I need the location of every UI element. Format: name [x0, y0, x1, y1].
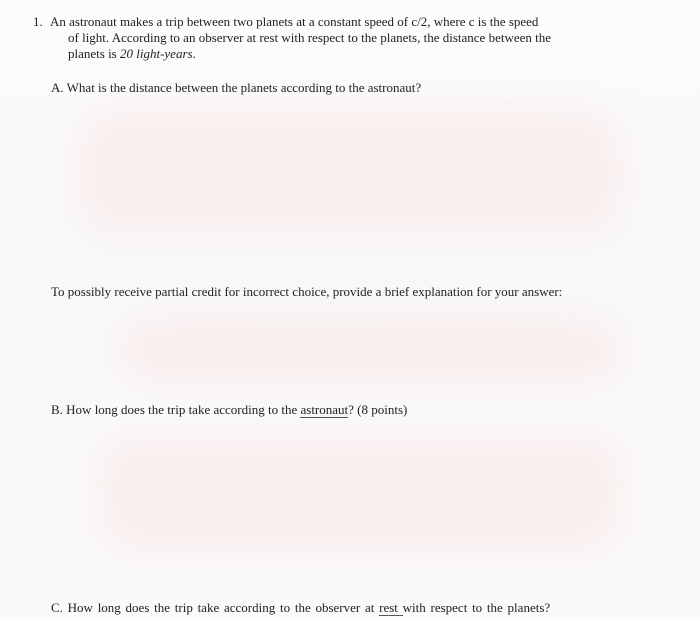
part-text: How long does the trip take according to the — [66, 402, 301, 417]
paper-stain — [120, 320, 620, 380]
question-number: 1. — [33, 14, 43, 29]
part-text: How long does the trip take according to the observer at — [67, 600, 380, 615]
part-c-question — [51, 600, 550, 616]
question-text-fragment: . — [192, 46, 196, 61]
paper-stain — [100, 440, 620, 550]
part-label: C. — [51, 600, 63, 615]
part-text: What is the distance between the planets according to the astronaut? — [66, 80, 422, 95]
underlined-word: rest — [379, 600, 403, 615]
part-b-question — [51, 402, 407, 418]
part-a-question — [51, 80, 421, 96]
part-label: B. — [51, 402, 63, 417]
part-label: A. — [51, 80, 64, 95]
distance-value: 20 light-years — [120, 46, 193, 61]
partial-credit-instruction: To possibly receive partial credit for incorrect choice, provide a brief explanation for your answer: — [51, 284, 563, 299]
question-text-fragment: planets is — [68, 46, 120, 61]
paper-stain — [80, 110, 620, 230]
part-text: ? (8 points) — [348, 402, 408, 417]
question-text-line: of light. According to an observer at rest with respect to the planets, the distance between the — [68, 30, 552, 45]
question-text-line — [68, 46, 196, 62]
question-text-line: An astronaut makes a trip between two planets at a constant speed of c/2, where c is the speed — [50, 14, 539, 29]
part-text: with respect to the planets? — [402, 600, 551, 615]
underlined-word: astronaut — [300, 402, 349, 417]
